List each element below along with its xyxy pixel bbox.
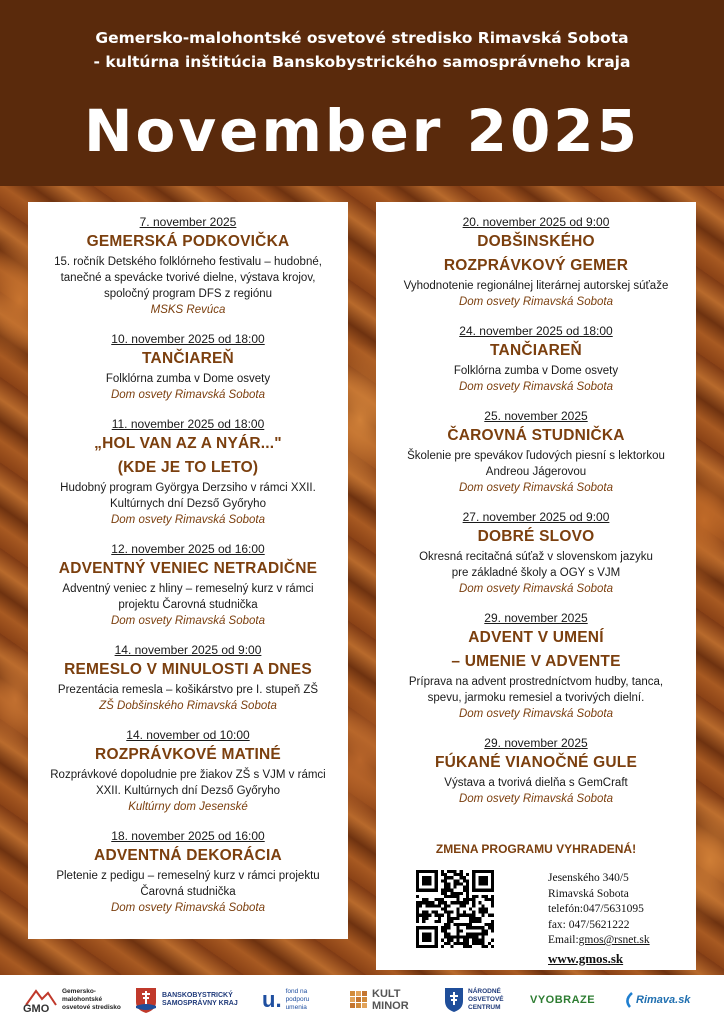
address-line-2: Rimavská Sobota (548, 887, 629, 900)
event-date: 29. november 2025 (484, 611, 588, 625)
kultminor-grid-icon (350, 991, 368, 1009)
event-title: FÚKANÉ VIANOČNÉ GULE (434, 754, 638, 771)
event-item (36, 331, 340, 403)
event-title: ADVENT V UMENÍ (468, 629, 604, 646)
fpu-logo-text: fond na podporu umenia (285, 988, 310, 1011)
event-venue: Dom osvety Rimavská Sobota (458, 793, 614, 805)
bbsk-text-1: BANSKOBYSTRICKÝ (162, 992, 233, 999)
event-description: spoločný program DFS z regiónu (103, 288, 273, 300)
event-date: 24. november 2025 od 18:00 (459, 324, 613, 338)
event-description: Hudobný program Györgya Derzsiho v rámci XXII. (60, 482, 316, 494)
org-line-2: - kultúrna inštitúcia Banskobystrického samosprávneho kraja (93, 53, 631, 71)
event-item (36, 642, 340, 714)
qr-code[interactable] (416, 870, 494, 948)
event-description: XXII. Kultúrnych dní Dezső Győryho (95, 785, 281, 797)
event-date: 14. november 2025 od 9:00 (114, 643, 262, 657)
event-title: (KDE JE TO LETO) (117, 459, 259, 476)
noc-logo (444, 985, 514, 1015)
event-description: pre základné školy a OGY s VJM (451, 567, 621, 579)
event-date: 25. november 2025 (484, 409, 588, 423)
event-title: DOBŠINSKÉHO (477, 233, 595, 250)
event-title: GEMERSKÁ PODKOVIČKA (86, 233, 290, 250)
email-label: Email: (548, 934, 579, 946)
event-description: 15. ročník Detského folklórneho festivalu – hudobné, (54, 256, 322, 268)
coat-of-arms-icon (134, 986, 158, 1014)
address-line-1: Jesenského 340/5 (548, 872, 629, 884)
event-item (384, 735, 688, 807)
rimava-logo (624, 985, 690, 1015)
event-venue: Dom osvety Rimavská Sobota (110, 389, 266, 401)
event-description: Andreou Jágerovou (485, 466, 587, 478)
gmo-logo-icon (22, 987, 58, 1013)
fpu-logo-icon: u. (262, 987, 282, 1012)
event-title: – UMENIE V ADVENTE (451, 653, 621, 670)
event-venue: Kultúrny dom Jesenské (128, 801, 248, 813)
event-venue: Dom osvety Rimavská Sobota (110, 514, 266, 526)
event-description: Prezentácia remesla – košikárstvo pre I. stupeň ZŠ (57, 684, 319, 696)
event-venue: ZŠ Dobšinského Rimavská Sobota (99, 700, 277, 712)
month-title: November 2025 (83, 97, 641, 165)
vyobraze-logo (530, 985, 595, 1015)
event-venue: Dom osvety Rimavská Sobota (458, 583, 614, 595)
gmo-logo-text: Gemersko-malohontské osvetové stredisko (62, 988, 121, 1011)
event-venue: Dom osvety Rimavská Sobota (458, 381, 614, 393)
fpu-logo (262, 985, 326, 1015)
event-title: TANČIAREŇ (142, 350, 234, 367)
event-venue: Dom osvety Rimavská Sobota (458, 296, 614, 308)
left-events-panel (28, 202, 348, 939)
bbsk-logo (134, 985, 238, 1015)
noc-shield-icon (444, 987, 464, 1013)
event-item (36, 214, 340, 318)
event-item (36, 541, 340, 629)
event-description: Rozprávkové dopoludnie pre žiakov ZŠ s VJM v rámci (50, 769, 326, 781)
event-venue: Dom osvety Rimavská Sobota (458, 482, 614, 494)
event-item (384, 509, 688, 597)
email-link[interactable]: gmos@rsnet.sk (578, 934, 650, 946)
event-description: Vyhodnotenie regionálnej literárnej autorskej súťaže (403, 280, 669, 292)
event-venue: Dom osvety Rimavská Sobota (110, 615, 266, 627)
event-description: Výstava a tvorivá dielňa s GemCraft (444, 777, 628, 789)
kultminor-text: KULT MINOR (372, 988, 409, 1012)
email-row (548, 933, 694, 949)
rimava-text: Rimava.sk (636, 994, 691, 1006)
event-title: ČAROVNÁ STUDNIČKA (447, 427, 625, 444)
event-date: 11. november 2025 od 18:00 (111, 417, 265, 431)
event-venue: Dom osvety Rimavská Sobota (110, 902, 266, 914)
event-description: Folklórna zumba v Dome osvety (105, 373, 271, 385)
kultminor-logo (350, 985, 408, 1015)
event-title: DOBRÉ SLOVO (477, 528, 595, 545)
event-venue: MSKS Revúca (150, 304, 226, 316)
event-item (384, 323, 688, 395)
rimava-swoosh-icon (624, 992, 634, 1008)
svg-text:GMO: GMO (23, 1003, 50, 1013)
event-title: ADVENTNÝ VENIEC NETRADIČNE (58, 560, 318, 577)
header-banner (0, 0, 724, 186)
website-link[interactable]: www.gmos.sk (548, 950, 624, 966)
noc-text: NÁRODNÉ OSVETOVÉ CENTRUM (468, 988, 504, 1011)
event-item (384, 408, 688, 496)
event-item (36, 416, 340, 528)
event-title: REMESLO V MINULOSTI A DNES (64, 661, 312, 678)
event-description: projektu Čarovná studnička (118, 599, 258, 611)
event-description: Okresná recitačná súťaž v slovenskom jazyku (419, 551, 653, 563)
right-events-list (384, 214, 688, 807)
event-description: Čarovná studnička (140, 886, 236, 898)
program-change-notice: ZMENA PROGRAMU VYHRADENÁ! (435, 842, 637, 856)
vyobraze-text: VYOBRAZE (530, 994, 596, 1006)
event-item (36, 727, 340, 815)
event-venue: Dom osvety Rimavská Sobota (458, 708, 614, 720)
event-date: 10. november 2025 od 18:00 (111, 332, 265, 346)
event-description: Adventný veniec z hliny – remeselný kurz v rámci (62, 583, 314, 595)
org-line-1: Gemersko-malohontské osvetové stredisko Rimavská Sobota (95, 29, 629, 47)
organization-name (0, 26, 724, 74)
event-item (384, 610, 688, 722)
bbsk-logo-text (162, 992, 238, 1008)
event-title: ROZPRÁVKOVÝ GEMER (443, 257, 629, 274)
event-date: 12. november 2025 od 16:00 (111, 542, 265, 556)
partner-logos-footer (0, 975, 724, 1024)
event-description: Školenie pre spevákov ľudových piesní s lektorkou (407, 450, 665, 462)
event-item (36, 828, 340, 916)
event-description: Kultúrnych dní Dezső Győryho (110, 498, 266, 510)
event-description: spevu, jarmoku remesiel a tvorivých dielní. (427, 692, 645, 704)
fax: fax: 047/5621222 (548, 918, 630, 931)
event-date: 29. november 2025 (484, 736, 588, 750)
event-title: „HOL VAN AZ A NYÁR..." (94, 435, 282, 452)
event-description: Pletenie z pedigu – remeselný kurz v rámci projektu (56, 870, 320, 882)
bbsk-text-2: SAMOSPRÁVNY KRAJ (162, 1000, 238, 1007)
event-date: 18. november 2025 od 16:00 (111, 829, 265, 843)
event-date: 7. november 2025 (139, 215, 237, 229)
right-events-panel (376, 202, 696, 970)
event-item (384, 214, 688, 310)
event-title: ROZPRÁVKOVÉ MATINÉ (95, 746, 281, 763)
event-date: 20. november 2025 od 9:00 (462, 215, 610, 229)
event-date: 14. november od 10:00 (126, 728, 250, 742)
event-title: ADVENTNÁ DEKORÁCIA (94, 847, 282, 864)
event-title: TANČIAREŇ (490, 342, 582, 359)
contact-block (548, 871, 694, 966)
gmo-logo (22, 985, 130, 1015)
event-description: Príprava na advent prostredníctvom hudby, tanca, (408, 676, 664, 688)
event-description: Folklórna zumba v Dome osvety (453, 365, 619, 377)
phone: telefón:047/5631095 (548, 903, 644, 915)
event-description: tanečné a spevácke tvorivé dielne, výstava krojov, (60, 272, 316, 284)
event-date: 27. november 2025 od 9:00 (462, 510, 610, 524)
